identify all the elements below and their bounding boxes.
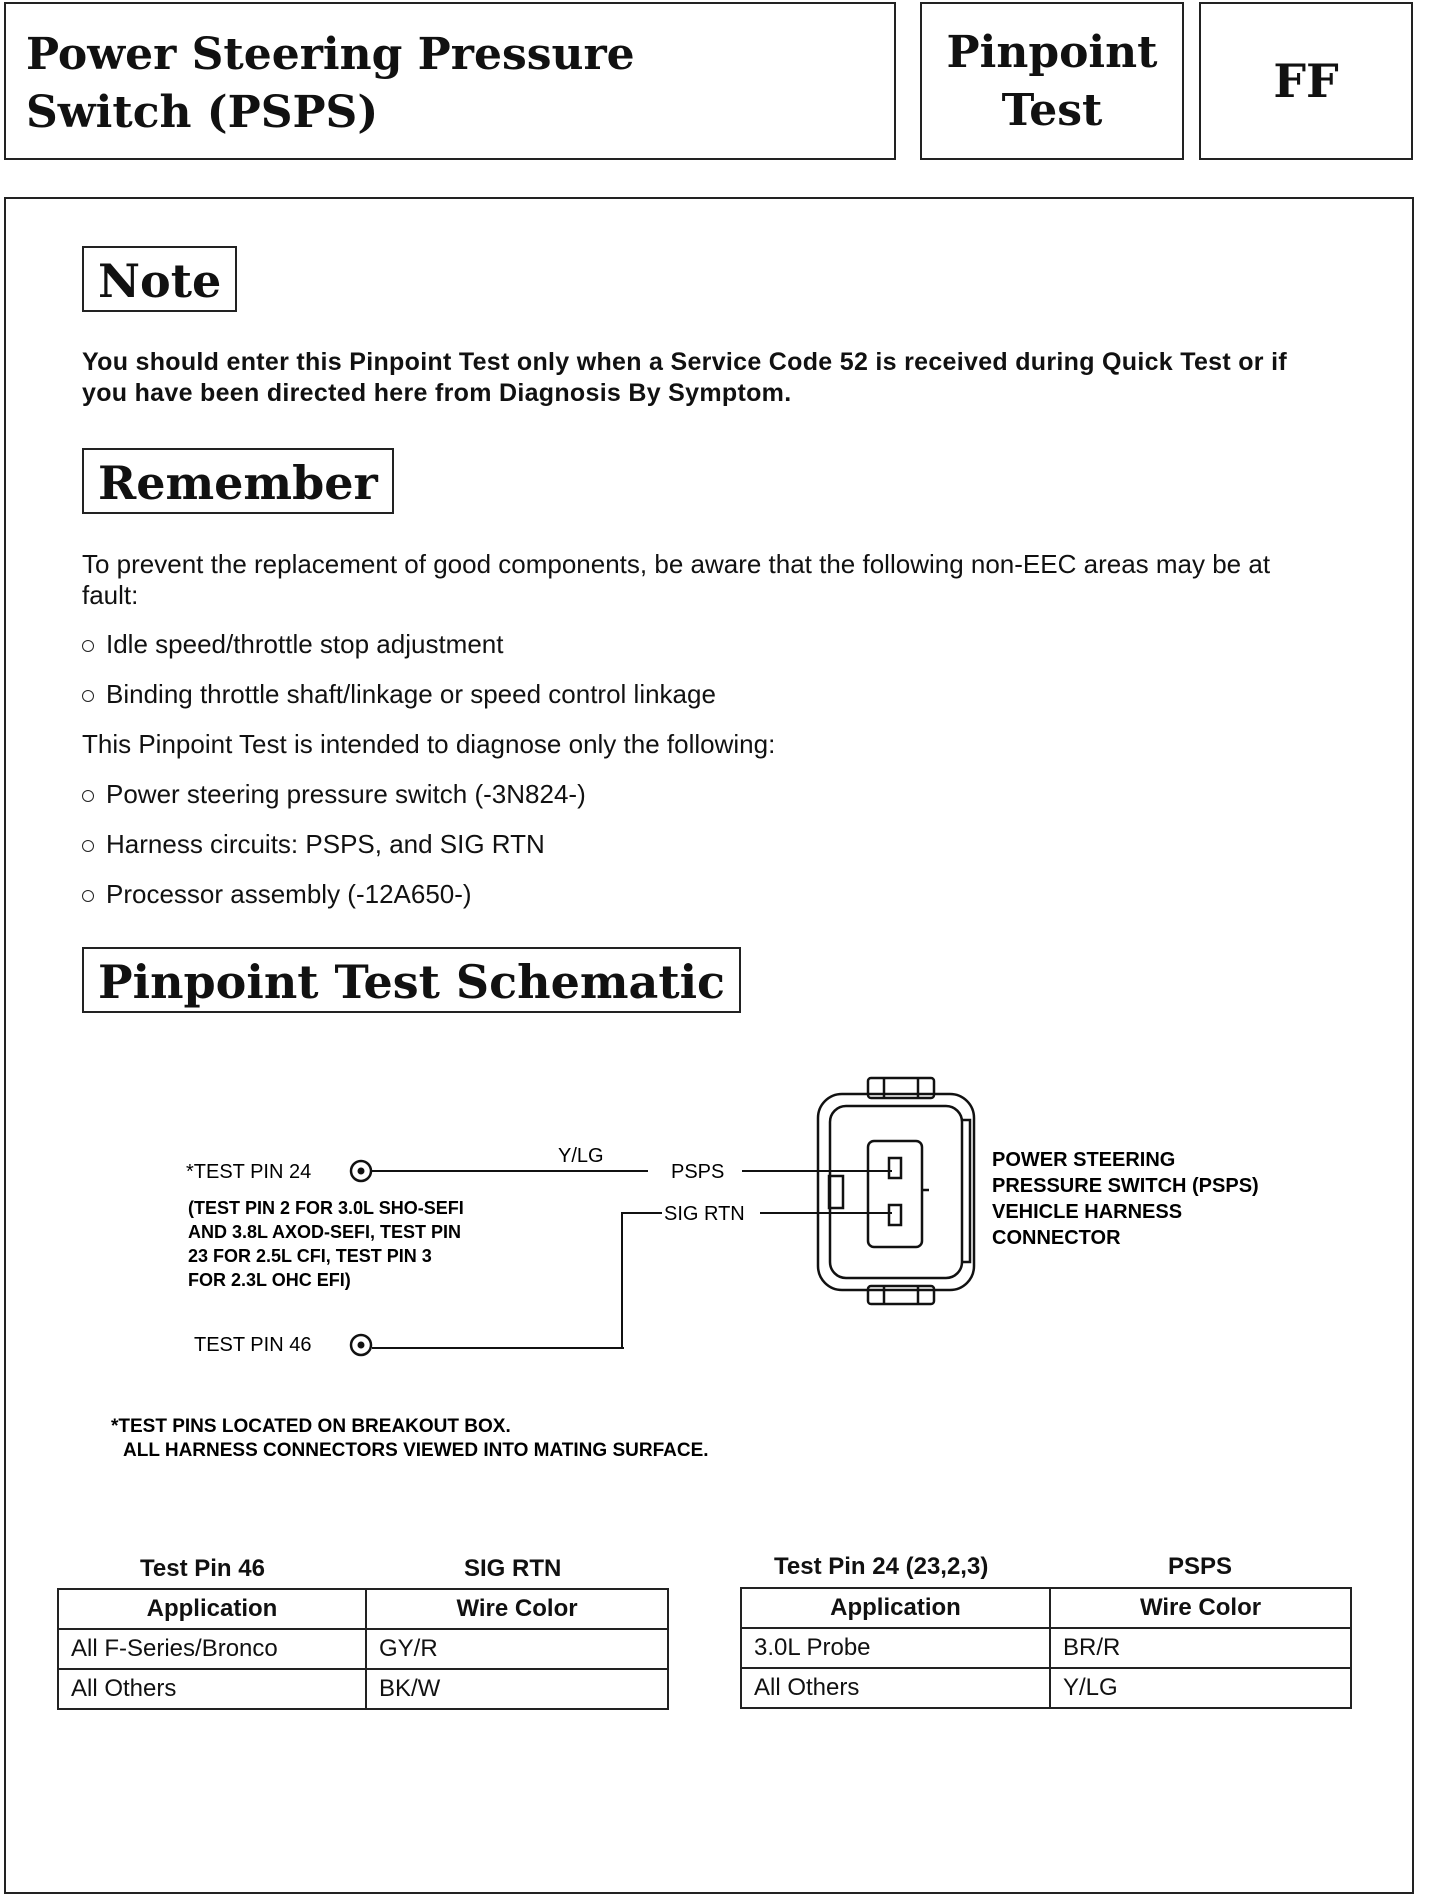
pin-note-line: 23 FOR 2.5L CFI, TEST PIN 3 (188, 1246, 432, 1266)
footnote-line: *TEST PINS LOCATED ON BREAKOUT BOX. (111, 1416, 511, 1437)
table-cell: All F-Series/Bronco (58, 1629, 366, 1669)
schematic-footnote (111, 1416, 709, 1461)
column-header: Wire Color (1050, 1588, 1351, 1628)
page-title-line1: Power Steering Pressure (26, 29, 635, 80)
note-text: You should enter this Pinpoint Test only when a Service Code 52 is received during Quick Test or if you have been directed here from Diagnosis By Symptom. (82, 348, 1287, 407)
table-header-row (741, 1588, 1351, 1628)
connector-label (992, 1149, 1259, 1249)
list-item-text: Idle speed/throttle stop adjustment (106, 629, 504, 659)
list-item-text: Harness circuits: PSPS, and SIG RTN (106, 829, 545, 859)
remember-heading: Remember (82, 448, 394, 514)
table-cell: All Others (58, 1669, 366, 1709)
connector-label-line: VEHICLE HARNESS (992, 1201, 1183, 1223)
pin-note-line: FOR 2.3L OHC EFI) (188, 1270, 351, 1290)
table-cell: All Others (741, 1668, 1050, 1708)
sig-rtn-wire (622, 1213, 662, 1348)
pin-note-line: (TEST PIN 2 FOR 3.0L SHO-SEFI (188, 1198, 464, 1218)
note-heading: Note (82, 246, 237, 312)
list-item-text: Binding throttle shaft/linkage or speed control linkage (106, 679, 716, 709)
left-wire-table (57, 1588, 669, 1710)
right-wire-table (740, 1587, 1352, 1709)
left-table-pin-caption: Test Pin 46 (140, 1555, 265, 1582)
table-cell: GY/R (366, 1629, 668, 1669)
pinpoint-label-line1: Pinpoint (946, 27, 1158, 78)
connector-label-line: CONNECTOR (992, 1227, 1121, 1249)
list-item-text: Processor assembly (-12A650-) (106, 879, 472, 909)
left-table-circuit-caption: SIG RTN (464, 1555, 562, 1582)
test-pin-46-terminal-dot (358, 1342, 365, 1349)
connector-label-line: PRESSURE SWITCH (PSPS) (992, 1175, 1259, 1197)
psps-label: PSPS (671, 1161, 725, 1183)
sig-rtn-label: SIG RTN (664, 1203, 745, 1225)
table-header-row (58, 1589, 668, 1629)
column-header: Application (58, 1589, 366, 1629)
table-row (741, 1628, 1351, 1668)
right-table-pin-caption: Test Pin 24 (23,2,3) (774, 1553, 989, 1580)
pinpoint-label-line2: Test (1001, 85, 1103, 136)
remember-intro: To prevent the replacement of good components, be aware that the following non-EEC areas may be at fault: (82, 549, 1271, 610)
list-item-text: Power steering pressure switch (-3N824-) (106, 779, 586, 809)
table-row (741, 1668, 1351, 1708)
table-cell: 3.0L Probe (741, 1628, 1050, 1668)
column-header: Application (741, 1588, 1050, 1628)
table-cell: BR/R (1050, 1628, 1351, 1668)
test-pin-24-label: *TEST PIN 24 (186, 1161, 312, 1183)
footnote-line: ALL HARNESS CONNECTORS VIEWED INTO MATING SURFACE. (123, 1440, 709, 1461)
test-pin-24-terminal-dot (358, 1168, 365, 1175)
page-title-line2: Switch (PSPS) (26, 87, 379, 138)
connector-label-line: POWER STEERING (992, 1149, 1176, 1171)
table-cell: Y/LG (1050, 1668, 1351, 1708)
pin-alternates-note (188, 1198, 464, 1290)
psps-connector-icon (818, 1078, 974, 1304)
schematic-heading: Pinpoint Test Schematic (82, 947, 741, 1013)
table-row (58, 1669, 668, 1709)
wire-color-label: Y/LG (558, 1145, 604, 1167)
test-code: FF (1273, 54, 1339, 108)
table-cell: BK/W (366, 1669, 668, 1709)
column-header: Wire Color (366, 1589, 668, 1629)
pin-note-line: AND 3.8L AXOD-SEFI, TEST PIN (188, 1222, 462, 1242)
test-pin-46-label: TEST PIN 46 (194, 1334, 312, 1356)
right-table-circuit-caption: PSPS (1168, 1553, 1233, 1580)
diagnose-intro: This Pinpoint Test is intended to diagnose only the following: (82, 729, 776, 759)
table-row (58, 1629, 668, 1669)
